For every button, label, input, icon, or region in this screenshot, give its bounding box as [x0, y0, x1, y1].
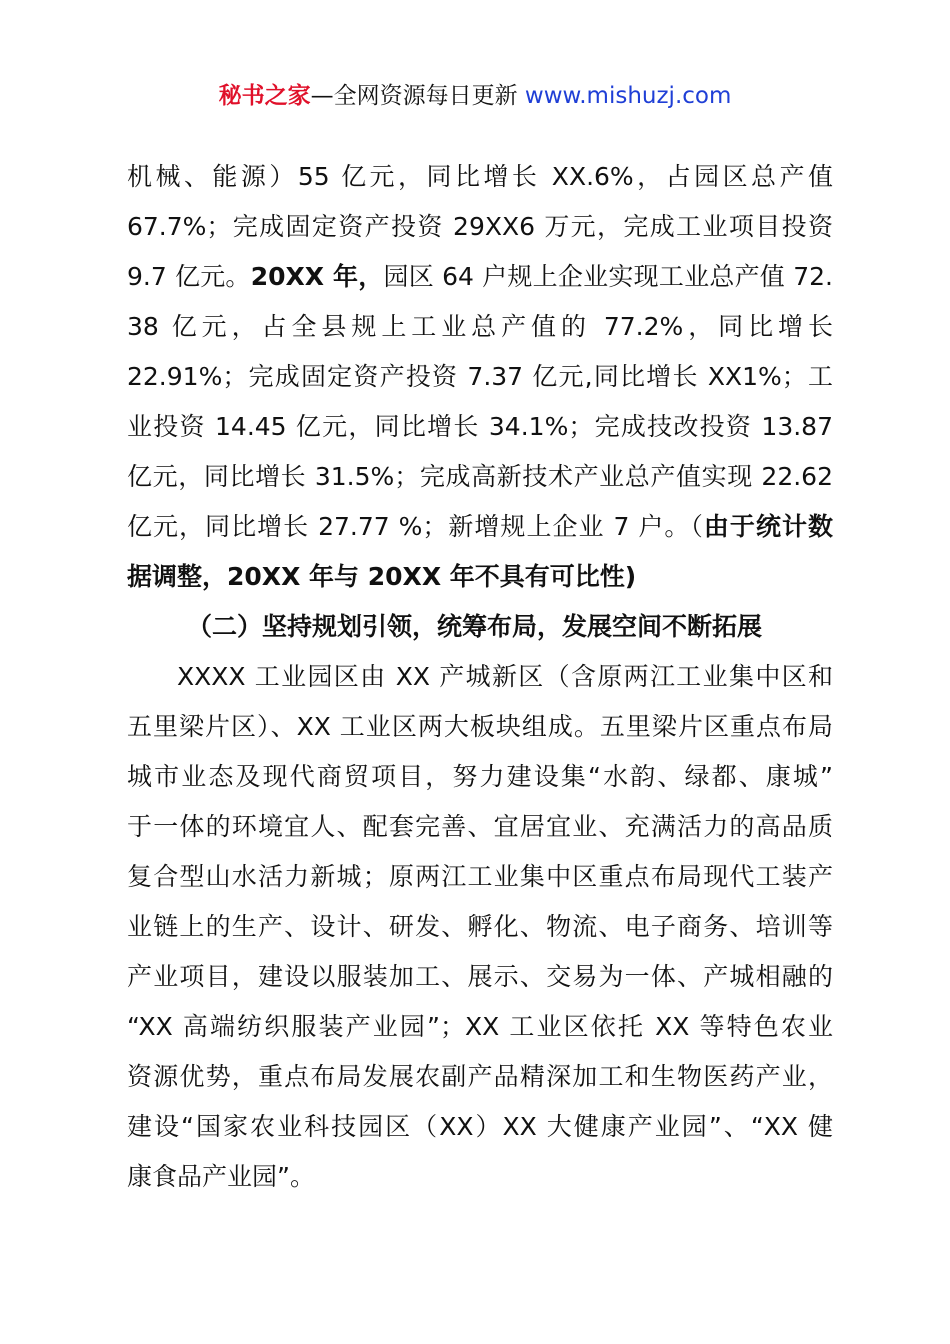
paragraph-line: XXXX 工业园区由 XX 产城新区（含原两江工业集中区和 — [177, 662, 833, 691]
paragraph-line: 城市业态及现代商贸项目，努力建设集“水韵、绿都、康城” — [127, 762, 833, 791]
paragraph-line: 于一体的环境宜人、配套完善、宜居宜业、充满活力的高品质 — [127, 812, 833, 841]
paragraph-line: 38 亿元，占全县规上工业总产值的 77.2%，同比增长 — [127, 312, 833, 341]
bold-note: 据调整，20XX 年与 20XX 年不具有可比性) — [127, 562, 637, 591]
bold-note: 由于统计数 — [703, 512, 833, 541]
paragraph-line: 康食品产业园”。 — [127, 1162, 315, 1191]
text-fragment: 园区 64 户规上企业实现工业总产值 72. — [383, 262, 833, 291]
bold-year: 20XX 年， — [250, 262, 384, 291]
brand-name: 秘书之家 — [218, 83, 311, 109]
header-tagline: 全网资源每日更新 — [333, 83, 518, 109]
document-body — [127, 152, 833, 1202]
website-link[interactable]: www.mishuzj.com — [524, 83, 732, 109]
paragraph-line: 产业项目，建设以服装加工、展示、交易为一体、产城相融的 — [127, 962, 833, 991]
header-separator: — — [310, 83, 334, 109]
paragraph-line — [127, 252, 833, 302]
paragraph-line: 业链上的生产、设计、研发、孵化、物流、电子商务、培训等 — [127, 912, 833, 941]
paragraph-line: 建设“国家农业科技园区（XX）XX 大健康产业园”、“XX 健 — [127, 1112, 833, 1141]
page-header — [0, 80, 950, 112]
paragraph-line: 复合型山水活力新城；原两江工业集中区重点布局现代工装产 — [127, 862, 833, 891]
paragraph-line: 亿元，同比增长 31.5%；完成高新技术产业总产值实现 22.62 — [127, 462, 833, 491]
paragraph-line: 机械、能源）55 亿元，同比增长 XX.6%，占园区总产值 — [127, 162, 833, 191]
paragraph-line — [127, 502, 833, 552]
text-fragment: 9.7 亿元。 — [127, 262, 251, 291]
paragraph-line: “XX 高端纺织服装产业园”；XX 工业区依托 XX 等特色农业 — [127, 1012, 833, 1041]
section-heading: （二）坚持规划引领，统筹布局，发展空间不断拓展 — [187, 612, 763, 641]
paragraph-line: 五里梁片区）、XX 工业区两大板块组成。五里梁片区重点布局 — [127, 712, 833, 741]
text-fragment: 亿元，同比增长 27.77 %；新增规上企业 7 户。（ — [127, 512, 704, 541]
paragraph-line: 业投资 14.45 亿元，同比增长 34.1%；完成技改投资 13.87 — [127, 412, 833, 441]
paragraph-line: 22.91%；完成固定资产投资 7.37 亿元,同比增长 XX1%；工 — [127, 362, 833, 391]
paragraph-line: 67.7%；完成固定资产投资 29XX6 万元，完成工业项目投资 — [127, 212, 833, 241]
paragraph-line — [127, 552, 833, 602]
paragraph-line: 资源优势，重点布局发展农副产品精深加工和生物医药产业， — [127, 1062, 833, 1091]
